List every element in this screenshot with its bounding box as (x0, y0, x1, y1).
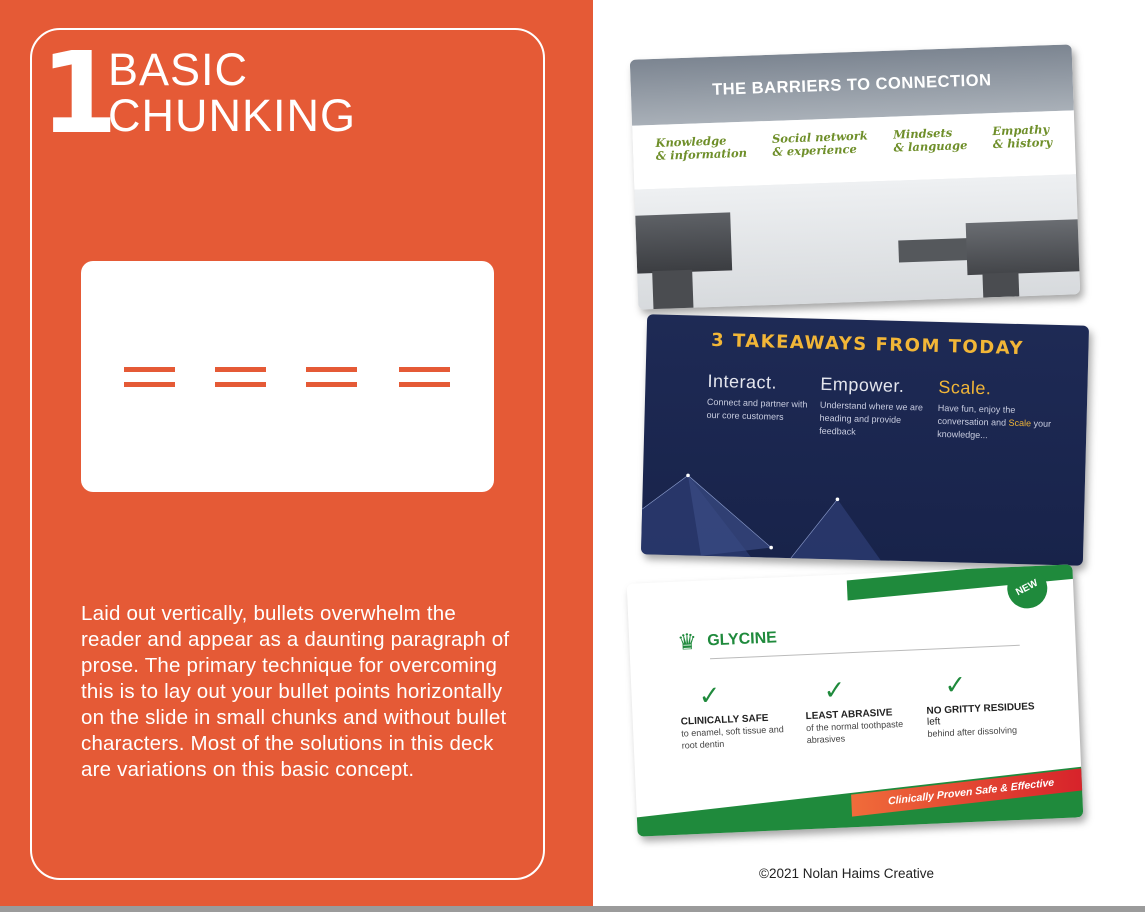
example-slide-barriers (630, 44, 1080, 309)
slide3-title: GLYCINE (706, 629, 778, 650)
slide1-item: Social network & experience (771, 128, 868, 159)
copyright: ©2021 Nolan Haims Creative (759, 866, 935, 881)
check-icon: ✓ (943, 669, 967, 701)
section-number: 1 (40, 29, 114, 159)
slide1-item: Empathy & history (992, 122, 1053, 152)
check-icon: ✓ (822, 674, 847, 706)
check-icon: ✓ (698, 679, 722, 711)
equals-icon (215, 367, 266, 387)
equals-icon (306, 367, 357, 387)
tooth-icon: ♛ (676, 628, 698, 655)
slide1-item: Knowledge & information (655, 133, 748, 163)
bridge-pillar (982, 272, 1019, 297)
benefit-column: ✓ NO GRITTY RESIDUES left behind after dissolving (926, 669, 1035, 739)
slide2-title: 3 TAKEAWAYS FROM TODAY (710, 329, 1025, 360)
bridge-left (635, 212, 732, 273)
new-badge: NEW (1000, 564, 1054, 615)
equals-icon (124, 367, 175, 387)
section-title (108, 44, 357, 141)
slide1-item: Mindsets & language (892, 125, 968, 155)
bottom-bar (0, 906, 1145, 912)
bridge-right (966, 219, 1081, 275)
bridge-pillar (652, 270, 693, 310)
example-slide-glycine (627, 564, 1084, 836)
title-line2: CHUNKING (108, 90, 357, 141)
green-stripe (847, 564, 1084, 600)
title-line1: BASIC (108, 44, 249, 95)
benefit-column: ✓ LEAST ABRASIVE of the normal toothpaste abrasives (805, 674, 904, 746)
benefit-column: ✓ CLINICALLY SAFE to enamel, soft tissue and root dentin (680, 679, 784, 751)
takeaway-column: Empower. Understand where we are heading and provide feedback (819, 373, 924, 437)
slide1-title: THE BARRIERS TO CONNECTION (630, 44, 1074, 125)
body-text: Laid out vertically, bullets overwhelm the reader and appear as a daunting paragraph of prose. The primary technique for overcoming this is to lay out your bullet points horizontally on the slide in small chunks and without bullet characters. Most of the solutions in this deck are variations on this basic concept. (81, 602, 510, 781)
equals-icon (399, 367, 450, 387)
takeaway-column: Interact. Connect and partner with our core customers (706, 370, 808, 422)
bridge-right-beam (898, 238, 971, 262)
example-slide-takeaways (641, 314, 1089, 565)
takeaway-column: Scale. Have fun, enjoy the conversation and Scale your knowledge... (937, 376, 1052, 441)
banner: Clinically Proven Safe & Effective (851, 767, 1083, 816)
